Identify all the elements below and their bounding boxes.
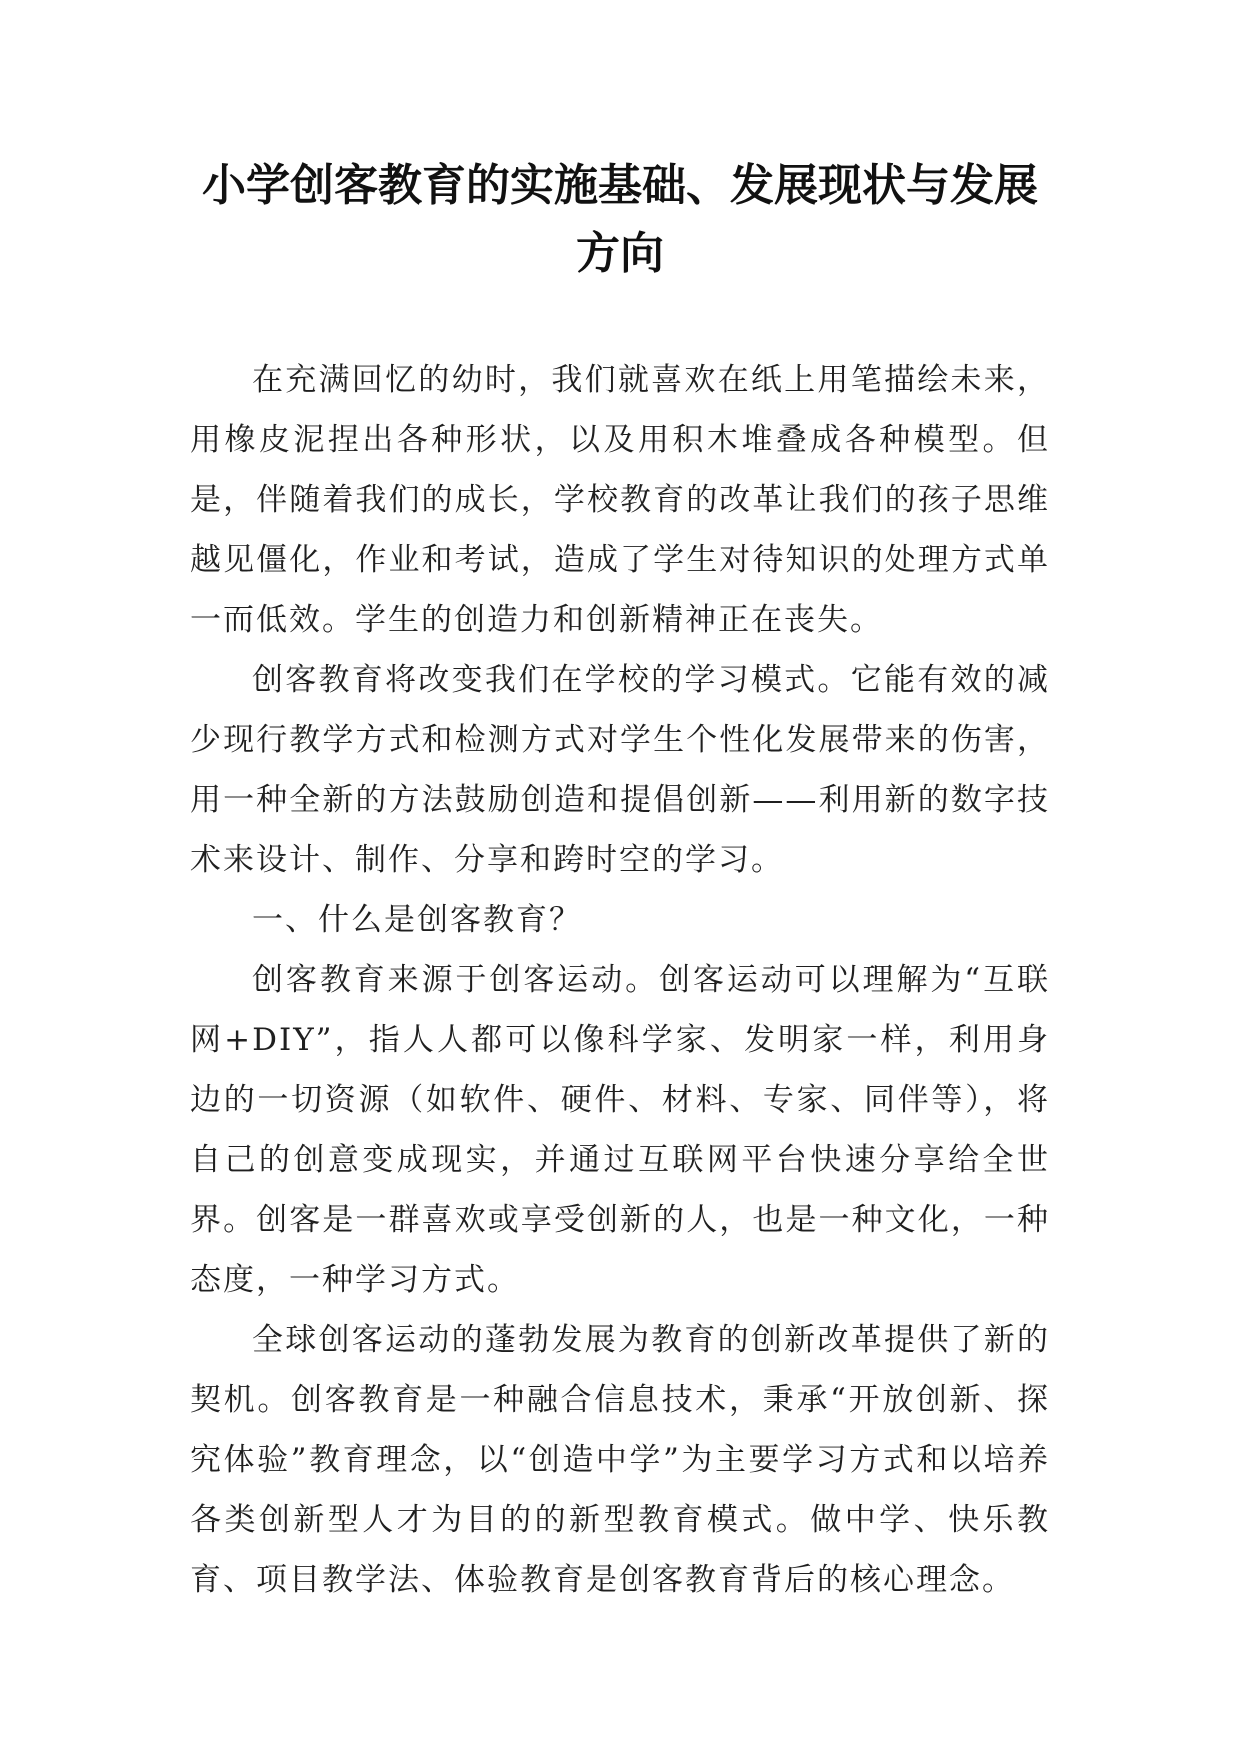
- document-body: [190, 350, 1050, 1610]
- section-heading-what-is-maker-education: 一、什么是创客教育？: [252, 902, 582, 938]
- paragraph-intro-childhood: 在充满回忆的幼时，我们就喜欢在纸上用笔描绘未来，用橡皮泥捏出各种形状，以及用积木堆叠成各种模型。但是，伴随着我们的成长，学校教育的改革让我们的孩子思维越见僵化，作业和考试，造成了学生对待知识的处理方式单一而低效。学生的创造力和创新精神正在丧失。: [190, 362, 1050, 638]
- paragraph-maker-education-change: 创客教育将改变我们在学校的学习模式。它能有效的减少现行教学方式和检测方式对学生个性化发展带来的伤害，用一种全新的方法鼓励创造和提倡创新——利用新的数字技术来设计、制作、分享和跨时空的学习。: [190, 662, 1050, 878]
- paragraph-global-maker-movement: 全球创客运动的蓬勃发展为教育的创新改革提供了新的契机。创客教育是一种融合信息技术，秉承“开放创新、探究体验”教育理念，以“创造中学”为主要学习方式和以培养各类创新型人才为目的的新型教育模式。做中学、快乐教育、项目教学法、体验教育是创客教育背后的核心理念。: [190, 1322, 1050, 1598]
- document-title-line-2: 方向: [576, 228, 664, 279]
- paragraph-maker-movement: 创客教育来源于创客运动。创客运动可以理解为“互联网+DIY”，指人人都可以像科学家、发明家一样，利用身边的一切资源（如软件、硬件、材料、专家、同伴等），将自己的创意变成现实，并通过互联网平台快速分享给全世界。创客是一群喜欢或享受创新的人，也是一种文化，一种态度，一种学习方式。: [190, 962, 1050, 1298]
- document-title: [190, 152, 1050, 288]
- document-title-line-1: 小学创客教育的实施基础、发展现状与发展: [202, 160, 1038, 211]
